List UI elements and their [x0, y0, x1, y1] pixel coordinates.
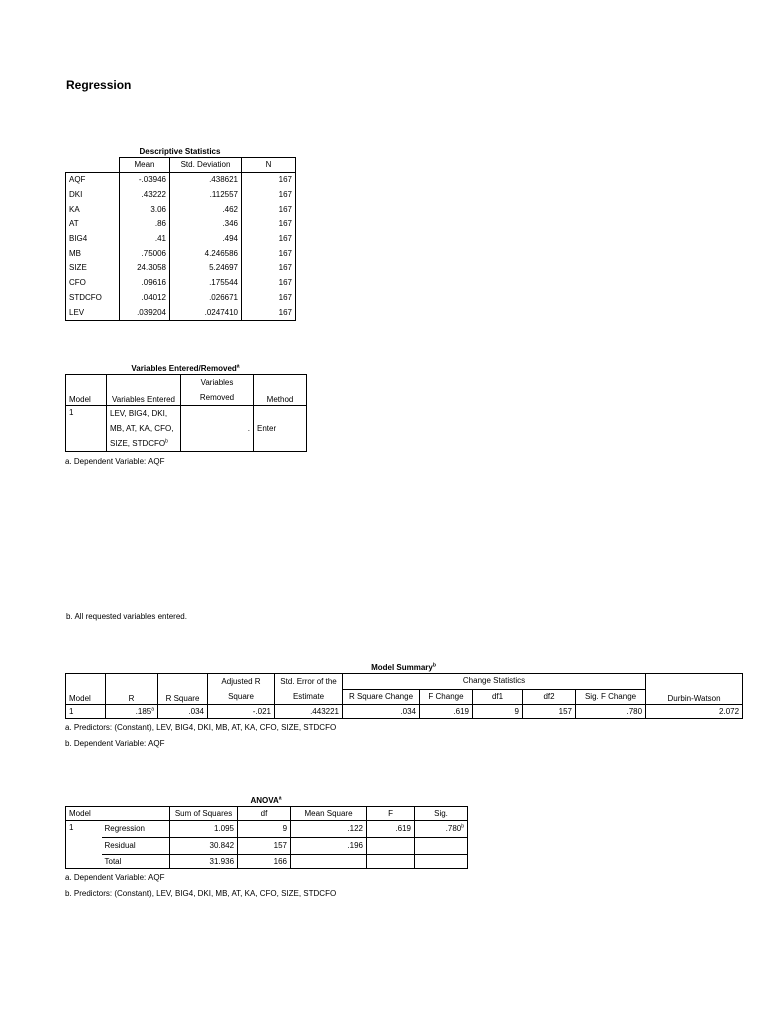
footnote-marker: b — [461, 823, 465, 830]
table-corner-cell — [66, 158, 120, 173]
footnote-marker: a — [278, 795, 282, 802]
method-cell: Enter — [254, 406, 307, 452]
model-summary-title-text: Model Summary — [371, 663, 433, 672]
mean-cell: .86 — [120, 217, 170, 232]
table-row — [66, 217, 296, 232]
column-header-std-error — [275, 674, 343, 705]
n-cell: 167 — [242, 173, 296, 188]
sd-cell: .462 — [170, 202, 242, 217]
mean-cell: .75006 — [120, 246, 170, 261]
ss-cell: 1.095 — [170, 821, 238, 838]
sd-cell: .112557 — [170, 188, 242, 203]
column-header-model: Model — [66, 674, 106, 705]
n-cell: 167 — [242, 188, 296, 203]
sd-cell: .346 — [170, 217, 242, 232]
anova-block — [65, 796, 467, 905]
sig-cell — [415, 838, 468, 855]
std-error-cell: .443221 — [275, 705, 343, 719]
model-summary-title — [65, 663, 742, 673]
model-cell: 1 — [66, 406, 107, 452]
descriptive-statistics-table — [65, 157, 296, 321]
column-header-r-square-change: R Square Change — [343, 689, 420, 705]
table-row — [66, 855, 468, 869]
r-value: .185 — [135, 706, 152, 716]
mean-cell: .43222 — [120, 188, 170, 203]
f-cell — [367, 838, 415, 855]
column-header-model: Model — [66, 807, 170, 821]
mean-cell: 3.06 — [120, 202, 170, 217]
n-cell: 167 — [242, 202, 296, 217]
table-row — [66, 173, 296, 188]
variables-entered-title-text: Variables Entered/Removed — [131, 364, 237, 373]
footnote-a: a. Dependent Variable: AQF — [65, 457, 165, 466]
header-line: Variables — [200, 378, 234, 387]
footnote-marker: b — [165, 438, 168, 445]
sig-value: .780 — [445, 824, 462, 833]
column-header-n: N — [242, 158, 296, 173]
n-cell: 167 — [242, 217, 296, 232]
df2-cell: 157 — [523, 705, 576, 719]
sd-cell: .026671 — [170, 291, 242, 306]
column-header-mean: Mean — [120, 158, 170, 173]
r-cell — [106, 705, 158, 719]
row-label: Total — [102, 855, 170, 869]
adjusted-r-square-cell: -.021 — [208, 705, 275, 719]
table-row — [66, 821, 468, 838]
footnote-marker: a — [151, 705, 154, 712]
df-cell: 157 — [238, 838, 291, 855]
entered-line: SIZE, STDCFO — [110, 439, 166, 448]
anova-table — [65, 806, 468, 869]
column-header-r-square: R Square — [158, 674, 208, 705]
table-row — [66, 705, 743, 719]
column-header-sig: Sig. — [415, 807, 468, 821]
sd-cell: .175544 — [170, 276, 242, 291]
descriptive-statistics-block — [65, 147, 295, 321]
row-label: Regression — [102, 821, 170, 838]
table-header-row — [66, 674, 743, 690]
entered-line: MB, AT, KA, CFO, — [110, 424, 174, 433]
footnote-marker: b — [432, 662, 436, 669]
table-row — [66, 261, 296, 276]
mean-cell: .039204 — [120, 305, 170, 320]
df1-cell: 9 — [473, 705, 523, 719]
column-header-f-change: F Change — [420, 689, 473, 705]
mean-cell: .04012 — [120, 291, 170, 306]
n-cell: 167 — [242, 261, 296, 276]
column-header-variables-entered: Variables Entered — [107, 375, 181, 406]
f-change-cell: .619 — [420, 705, 473, 719]
footnote-b: b. Dependent Variable: AQF — [65, 739, 165, 748]
footnote-marker: a — [236, 363, 240, 370]
sd-cell: 5.24697 — [170, 261, 242, 276]
table-row — [66, 406, 307, 452]
table-row — [66, 305, 296, 320]
row-label: MB — [66, 246, 120, 261]
entered-line: LEV, BIG4, DKI, — [110, 409, 168, 418]
df-cell: 166 — [238, 855, 291, 869]
n-cell: 167 — [242, 276, 296, 291]
sig-f-change-cell: .780 — [576, 705, 646, 719]
mean-cell: -.03946 — [120, 173, 170, 188]
variables-entered-block — [65, 364, 306, 473]
table-row — [66, 276, 296, 291]
column-header-mean-square: Mean Square — [291, 807, 367, 821]
ms-cell: .196 — [291, 838, 367, 855]
table-row — [66, 291, 296, 306]
table-row — [66, 838, 468, 855]
column-header-durbin-watson: Durbin-Watson — [646, 674, 743, 705]
table-row — [66, 202, 296, 217]
model-cell: 1 — [66, 705, 106, 719]
page-title: Regression — [66, 78, 132, 92]
ms-cell — [291, 855, 367, 869]
row-label: KA — [66, 202, 120, 217]
table-row — [66, 232, 296, 247]
column-header-method: Method — [254, 375, 307, 406]
ss-cell: 30.842 — [170, 838, 238, 855]
header-line: Std. Error of the — [280, 677, 337, 686]
table-row — [66, 246, 296, 261]
footnote-a: a. Dependent Variable: AQF — [65, 873, 165, 882]
column-header-f: F — [367, 807, 415, 821]
n-cell: 167 — [242, 246, 296, 261]
row-label: LEV — [66, 305, 120, 320]
n-cell: 167 — [242, 291, 296, 306]
mean-cell: .41 — [120, 232, 170, 247]
column-group-change-statistics: Change Statistics — [343, 674, 646, 690]
header-line: Square — [228, 692, 254, 701]
column-header-df2: df2 — [523, 689, 576, 705]
row-label: DKI — [66, 188, 120, 203]
mean-cell: 24.3058 — [120, 261, 170, 276]
sd-cell: 4.246586 — [170, 246, 242, 261]
sig-cell — [415, 855, 468, 869]
row-label: AQF — [66, 173, 120, 188]
variables-entered-cell — [107, 406, 181, 452]
table-header-row — [66, 807, 468, 821]
f-cell — [367, 855, 415, 869]
row-label: Residual — [102, 838, 170, 855]
row-label: SIZE — [66, 261, 120, 276]
column-header-sum-of-squares: Sum of Squares — [170, 807, 238, 821]
header-line: Adjusted R — [221, 677, 261, 686]
f-cell: .619 — [367, 821, 415, 838]
row-label: STDCFO — [66, 291, 120, 306]
anova-title-text: ANOVA — [250, 796, 279, 805]
df-cell: 9 — [238, 821, 291, 838]
model-summary-block — [65, 663, 742, 755]
model-cell: 1 — [66, 821, 102, 869]
column-header-variables-removed — [181, 375, 254, 406]
variables-entered-title — [65, 364, 306, 374]
row-label: BIG4 — [66, 232, 120, 247]
table-row — [66, 188, 296, 203]
column-header-model: Model — [66, 375, 107, 406]
n-cell: 167 — [242, 232, 296, 247]
column-header-df: df — [238, 807, 291, 821]
table-header-row — [66, 158, 296, 173]
sd-cell: .0247410 — [170, 305, 242, 320]
footnote-b: b. Predictors: (Constant), LEV, BIG4, DKI, MB, AT, KA, CFO, SIZE, STDCFO — [65, 889, 337, 898]
sd-cell: .494 — [170, 232, 242, 247]
column-header-adjusted-r-square — [208, 674, 275, 705]
sd-cell: .438621 — [170, 173, 242, 188]
r-square-change-cell: .034 — [343, 705, 420, 719]
ss-cell: 31.936 — [170, 855, 238, 869]
row-label: CFO — [66, 276, 120, 291]
column-header-df1: df1 — [473, 689, 523, 705]
column-header-std-deviation: Std. Deviation — [170, 158, 242, 173]
row-label: AT — [66, 217, 120, 232]
variables-removed-cell: . — [181, 406, 254, 452]
footnote-a: a. Predictors: (Constant), LEV, BIG4, DKI, MB, AT, KA, CFO, SIZE, STDCFO — [65, 723, 337, 732]
sig-cell — [415, 821, 468, 838]
ms-cell: .122 — [291, 821, 367, 838]
column-header-r: R — [106, 674, 158, 705]
n-cell: 167 — [242, 305, 296, 320]
r-square-cell: .034 — [158, 705, 208, 719]
column-header-sig-f-change: Sig. F Change — [576, 689, 646, 705]
footnote-b: b. All requested variables entered. — [66, 612, 187, 621]
descriptive-statistics-title: Descriptive Statistics — [139, 147, 221, 156]
model-summary-table — [65, 673, 743, 719]
header-line: Removed — [199, 393, 235, 402]
durbin-watson-cell: 2.072 — [646, 705, 743, 719]
table-header-row — [66, 375, 307, 406]
variables-entered-table — [65, 374, 307, 452]
header-line: Estimate — [292, 692, 325, 701]
anova-title — [65, 796, 467, 806]
mean-cell: .09616 — [120, 276, 170, 291]
